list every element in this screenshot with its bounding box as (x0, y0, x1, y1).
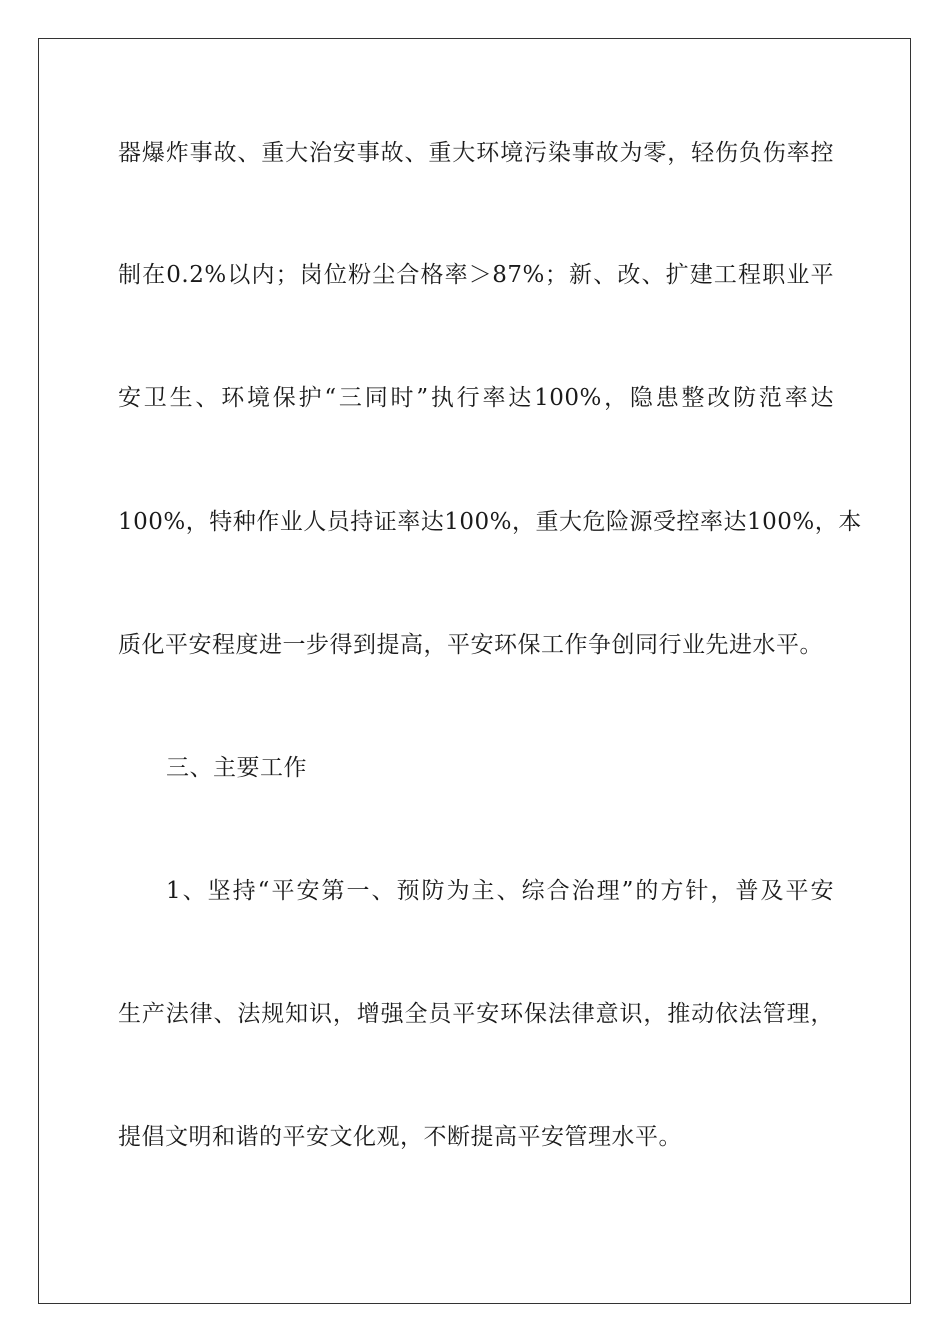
paragraph-line: 安卫生、环境保护“三同时”执行率达100%，隐患整改防范率达 (118, 385, 834, 411)
paragraph-line: 制在0.2%以内；岗位粉尘合格率＞87%；新、改、扩建工程职业平 (118, 262, 834, 288)
paragraph-line: 质化平安程度进一步得到提高，平安环保工作争创同行业先进水平。 (118, 632, 823, 658)
paragraph-line: 100%，特种作业人员持证率达100%，重大危险源受控率达100%，本 (118, 509, 862, 535)
paragraph-line: 器爆炸事故、重大治安事故、重大环境污染事故为零，轻伤负伤率控 (118, 140, 834, 166)
section-heading: 三、主要工作 (166, 755, 307, 781)
page-border (38, 38, 911, 1304)
paragraph-line: 提倡文明和谐的平安文化观，不断提高平安管理水平。 (118, 1124, 682, 1150)
paragraph-line: 1、坚持“平安第一、预防为主、综合治理”的方针，普及平安 (166, 878, 834, 904)
paragraph-line: 生产法律、法规知识，增强全员平安环保法律意识，推动依法管理， (118, 1001, 834, 1027)
